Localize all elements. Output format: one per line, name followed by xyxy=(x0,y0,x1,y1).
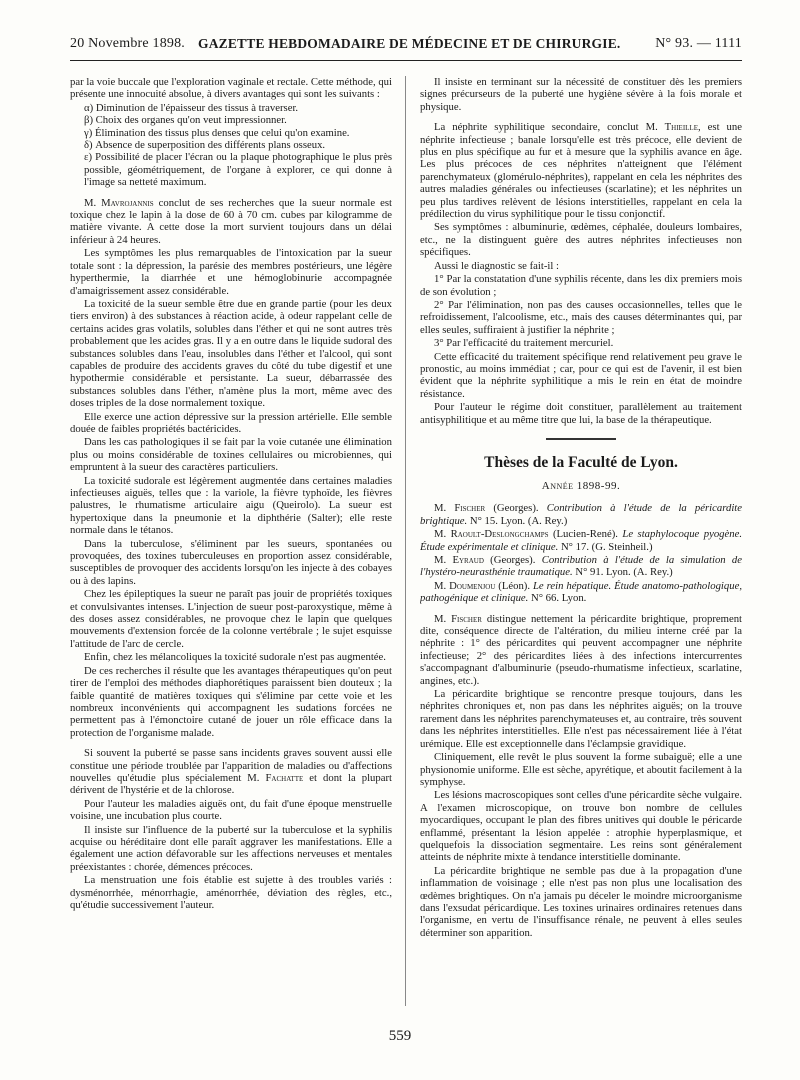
paragraph: 2° Par l'élimination, non pas des causes occasionnelles, telles que le refroidissement, l'alcoolisme, etc., mais des causes déterminantes qui, par elles seules, suffiraient à justifier la néphrite ; xyxy=(420,298,742,336)
thesis-details: N° 17. (G. Steinheil.) xyxy=(558,540,653,553)
author-name: M. Thieille xyxy=(645,121,698,134)
author-name: M. Mavrojannis xyxy=(84,196,154,209)
list-item: β) Choix des organes qu'on veut impressionner. xyxy=(84,114,287,127)
page-number: 559 xyxy=(388,1028,412,1044)
paragraph xyxy=(70,197,392,247)
paragraph: 1° Par la constatation d'une syphilis récente, dans les dix premiers mois de son évolution ; xyxy=(420,273,742,298)
issue-date: 20 Novembre 1898. xyxy=(70,36,185,51)
paragraph xyxy=(420,121,742,220)
list-item: ε) Possibilité de placer l'écran ou la plaque photographique le plus près possible, géométriquement, de l'organe à explorer, ce qui donne à l'image sa netteté maximum. xyxy=(84,151,392,189)
paragraph: Elle exerce une action dépressive sur la pression artérielle. Elle semble douée de faibles propriétés bactéricides. xyxy=(70,410,392,435)
paragraph: Pour l'auteur les maladies aiguës ont, du fait d'une époque menstruelle voisine, une incubation plus courte. xyxy=(70,797,392,823)
paragraph: Chez les épileptiques la sueur ne paraît pas jouir de propriétés toxiques et convulsivantes intenses. L'injection de sueur post-paroxystique, même à des doses assez considérables, ne provoque chez le lapin que quelques mouvements d'extension forcée de la colonne vertébrale ; le sujet esquisse l'attitude de l'arc de cercle. xyxy=(70,588,392,650)
paragraph-text: et dont la plupart dérivent de l'hystérie et de la chlorose. xyxy=(70,771,392,797)
paragraph: par la voie buccale que l'exploration vaginale et rectale. Cette méthode, qui présente une innocuité absolue, à divers avantages qui sont les suivants : xyxy=(70,76,392,101)
author-name: M. Fischer xyxy=(434,502,486,515)
author-name: M. Eyraud xyxy=(434,554,484,566)
thesis-details: N° 91. Lyon. (A. Rey.) xyxy=(572,566,673,579)
paragraph: Les lésions macroscopiques sont celles d'une péricardite sèche vulgaire. A l'examen microscopique, on trouve bon nombre de cellules myocardiques, occupant le plan des fibres unitives qui double le péricarde enflammé, présentant la lésion appelée : atrophie hyperplasmique, et quelquefois la dissociation segmentaire. Les reins sont généralement atteints de néphrite mixte à tendance interstitielle dominante. xyxy=(420,789,742,864)
thesis-details: N° 66. Lyon. xyxy=(528,592,587,605)
author-name: M. Raoult-Deslongchamps xyxy=(434,528,549,541)
paragraph: Aussi le diagnostic se fait-il : xyxy=(434,259,559,272)
paragraph: Il insiste sur l'influence de la puberté sur la tuberculose et la syphilis acquise ou héréditaire dont elle paraît aggraver les manifestations. Elle a également une action défavorable sur les affections nerveuses et mentales préexistantes : chorée, démences précoces. xyxy=(70,823,392,873)
paragraph: Cette efficacité du traitement spécifique rend relativement peu grave le pronostic, au moins immédiat ; car, pour ce qui est de l'avenir, il est bien évident que la néphrite syphilitique a mis le rein en état de moindre résistance. xyxy=(420,350,742,400)
paragraph: Il insiste en terminant sur la nécessité de constituer dès les premiers signes précurseurs de la puberté une hygiène sévère à la fois morale et physique. xyxy=(420,76,742,113)
column-divider xyxy=(405,76,406,1006)
header-rule xyxy=(70,60,742,61)
paragraph: Ses symptômes : albuminurie, œdèmes, céphalée, douleurs lombaires, etc., ne la distinguent guère des autres néphrites infectieuses non spécifiques. xyxy=(420,221,742,259)
issue-number: N° 93. — 1111 xyxy=(655,36,742,51)
paragraph: Dans la tuberculose, s'éliminent par les sueurs, spontanées ou provoquées, des toxines tuberculeuses en proportion assez considérable, susceptibles de provoquer des accidents lorsqu'on les injecte à des cobayes ou à des lapins. xyxy=(70,537,392,587)
paragraph: La toxicité de la sueur semble être due en grande partie (pour les deux tiers environ) à des substances à réaction acide, à odeur rappelant celle de certains acides gras volatils, solubles dans l'éther et qui ne sont autres très probablement que les acides gras. Il y a en outre dans le liquide sudoral des substances solubles dans l'eau, insolubles dans l'éther et l'alcool, qui sont capables de produire des accidents graves du côté du tube digestif et une hypothermie considérable et persistante. La sueur, débarrassée des substances solubles dans l'éther, n'amène plus la mort, même avec des doses triples de la dose normalement toxique. xyxy=(70,297,392,410)
right-column xyxy=(420,76,742,1006)
thesis-author-info: (Georges). xyxy=(485,502,547,515)
paragraph: La menstruation une fois établie est sujette à des troubles variés : dysménorrhée, ménorrhagie, aménorrhée, déviation des règles, etc., qu'étudie successivement l'auteur. xyxy=(70,874,392,911)
thesis-title: Contribution à l'étude de la péricardite brightique. xyxy=(420,502,742,527)
paragraph: Dans les cas pathologiques il se fait par la voie cutanée une élimination plus ou moins considérable de toxines cellulaires ou microbiennes, qui empruntent à la sueur des caractères particuliers. xyxy=(70,436,392,474)
paragraph: Les symptômes les plus remarquables de l'intoxication par la sueur totale sont : la dépression, la parésie des membres postérieurs, une légère hyperthermie, la diarrhée et une hémoglobinurie accompagnée d'amaigrissement assez considérable. xyxy=(70,247,392,297)
paragraph-text: conclut de ses recherches que la sueur normale est toxique chez le lapin à la dose de 60 à 70 cm. cubes par kilogramme de matière vivante. A cette dose la mort survient toujours dans un délai inférieur à 24 heures. xyxy=(70,196,392,246)
running-header xyxy=(70,36,742,58)
paragraph: Cliniquement, elle revêt le plus souvent la forme subaiguë; elle a une physionomie uniforme. Elle est sèche, apyrétique, et aboutit facilement à la symphyse. xyxy=(420,751,742,788)
paragraph: 3° Par l'efficacité du traitement mercuriel. xyxy=(434,337,614,350)
paragraph-text: distingue nettement la péricardite brightique, proprement dite, conséquence directe de l'altération, du milieu interne créé par la néphrite : 1° des péricardites qui peuvent accompagner une néphrite infectieuse; 2° des péricardites liées à des infections intercurrentes s'accompagnant d'albuminurie (pseudo-rhumatisme infectieux, scarlatine, angines, etc.). xyxy=(420,612,742,687)
author-name: M. Fischer xyxy=(434,612,482,625)
author-name: M. Fachatte xyxy=(247,771,304,784)
list-item: α) Diminution de l'épaisseur des tissus à traverser. xyxy=(84,101,299,114)
left-column xyxy=(70,76,392,1006)
paragraph-text: , est une néphrite infectieuse ; banale lorsqu'elle est très précoce, elle devient de plus en plus spécifique au fur et à mesure que la syphilis avance en âge. Les plus précoces de ces néphrites n'atteignent que l'élément parenchymateux (glomérulo-néphrites), rappelant en cela les néphrites des autres maladies générales ou infectieuses (scarlatine); et les néphrites un peu plus tardives relèvent de lésions interstitielles, rappelant en cela la prédilection du virus syphilitique pour le tissu conjonctif. xyxy=(420,121,742,221)
thesis-author-info: (Georges). xyxy=(483,554,542,566)
thesis-title: Le staphylocoque pyogène. Étude expérimentale et clinique. xyxy=(420,528,742,553)
paragraph-text: La néphrite syphilitique secondaire, conclut xyxy=(434,121,646,134)
journal-title: GAZETTE HEBDOMADAIRE DE MÉDECINE ET DE CHIRURGIE. xyxy=(198,36,621,51)
thesis-entry xyxy=(420,528,742,553)
thesis-title: Le rein hépatique. Étude anatomo-pathologique, pathogénique et clinique. xyxy=(420,579,742,605)
paragraph: La péricardite brightique ne semble pas due à la propagation d'une inflammation de voisinage ; elle n'est pas non plus une localisation des œdèmes brightiques. On n'a jamais pu déceler le moindre microorganisme dans l'exsudat péricardique. Les toxines urinaires ordinaires retenues dans l'organisme, en vertu de l'insuffisance rénale, ne peuvent à elles seules déterminer son apparition. xyxy=(420,864,742,939)
paragraph: La toxicité sudorale est légèrement augmentée dans certaines maladies infectieuses aiguës, telles que : la variole, la fièvre typhoïde, les fièvres palustres, le rhumatisme articulaire aigu (Queirolo). La sueur est hypertoxique dans la pneumonie et la diphthérie (Salter); elle reste normale dans le tétanos. xyxy=(70,474,392,537)
paragraph-text: Si souvent la puberté se passe sans incidents graves souvent aussi elle constitue une période troublée par l'apparition de maladies ou d'affections nouvelles qu'étudie plus spécialement xyxy=(70,747,392,784)
thesis-entry xyxy=(420,580,742,605)
paragraph: De ces recherches il résulte que les avantages thérapeutiques qu'on peut tirer de l'emploi des méthodes diaphorétiques paraissent bien douteux ; la faible quantité de matières toxiques qui s'élimine par cette voie et les nombreux inconvénients qui accompagnent les sudations forcées ne permettent pas à l'émonctoire cutané de jouer un rôle efficace dans la protection de l'organisme malade. xyxy=(70,664,392,739)
paragraph xyxy=(70,747,392,797)
thesis-author-info: (Lucien-René). xyxy=(548,528,623,541)
list-item: γ) Élimination des tissus plus denses que celui qu'on examine. xyxy=(84,126,350,139)
list-item: δ) Absence de superposition des différents plans osseux. xyxy=(84,139,326,152)
thesis-entry xyxy=(420,554,742,579)
paragraph xyxy=(420,613,742,687)
section-subtitle: Année 1898-99. xyxy=(541,479,621,492)
section-title: Thèses de la Faculté de Lyon. xyxy=(484,453,678,471)
thesis-details: N° 15. Lyon. (A. Rey.) xyxy=(467,514,568,527)
section-divider xyxy=(546,438,616,440)
paragraph: Pour l'auteur le régime doit constituer, parallèlement au traitement antisyphilitique et au même titre que lui, la base de la thérapeutique. xyxy=(420,401,742,426)
thesis-title: Contribution à l'étude de la simulation de l'hystéro-neurasthénie traumatique. xyxy=(420,554,742,579)
paragraph: La péricardite brightique se rencontre presque toujours, dans les néphrites chroniques et, non pas dans les néphrites aiguës; on la trouve rarement dans les néphrites parenchymateuses et, au contraire, très souvent dans les néphrites interstitielles. Elle n'est pas nécessairement liée à l'état urémique. Elle est exceptionnelle dans l'éclampsie gravidique. xyxy=(420,688,742,750)
thesis-author-info: (Léon). xyxy=(495,579,533,592)
author-name: M. Doumenjou xyxy=(434,579,496,592)
paragraph: Enfin, chez les mélancoliques la toxicité sudorale n'est pas augmentée. xyxy=(84,651,386,664)
advantages-list xyxy=(70,102,392,189)
thesis-entry xyxy=(420,502,742,527)
